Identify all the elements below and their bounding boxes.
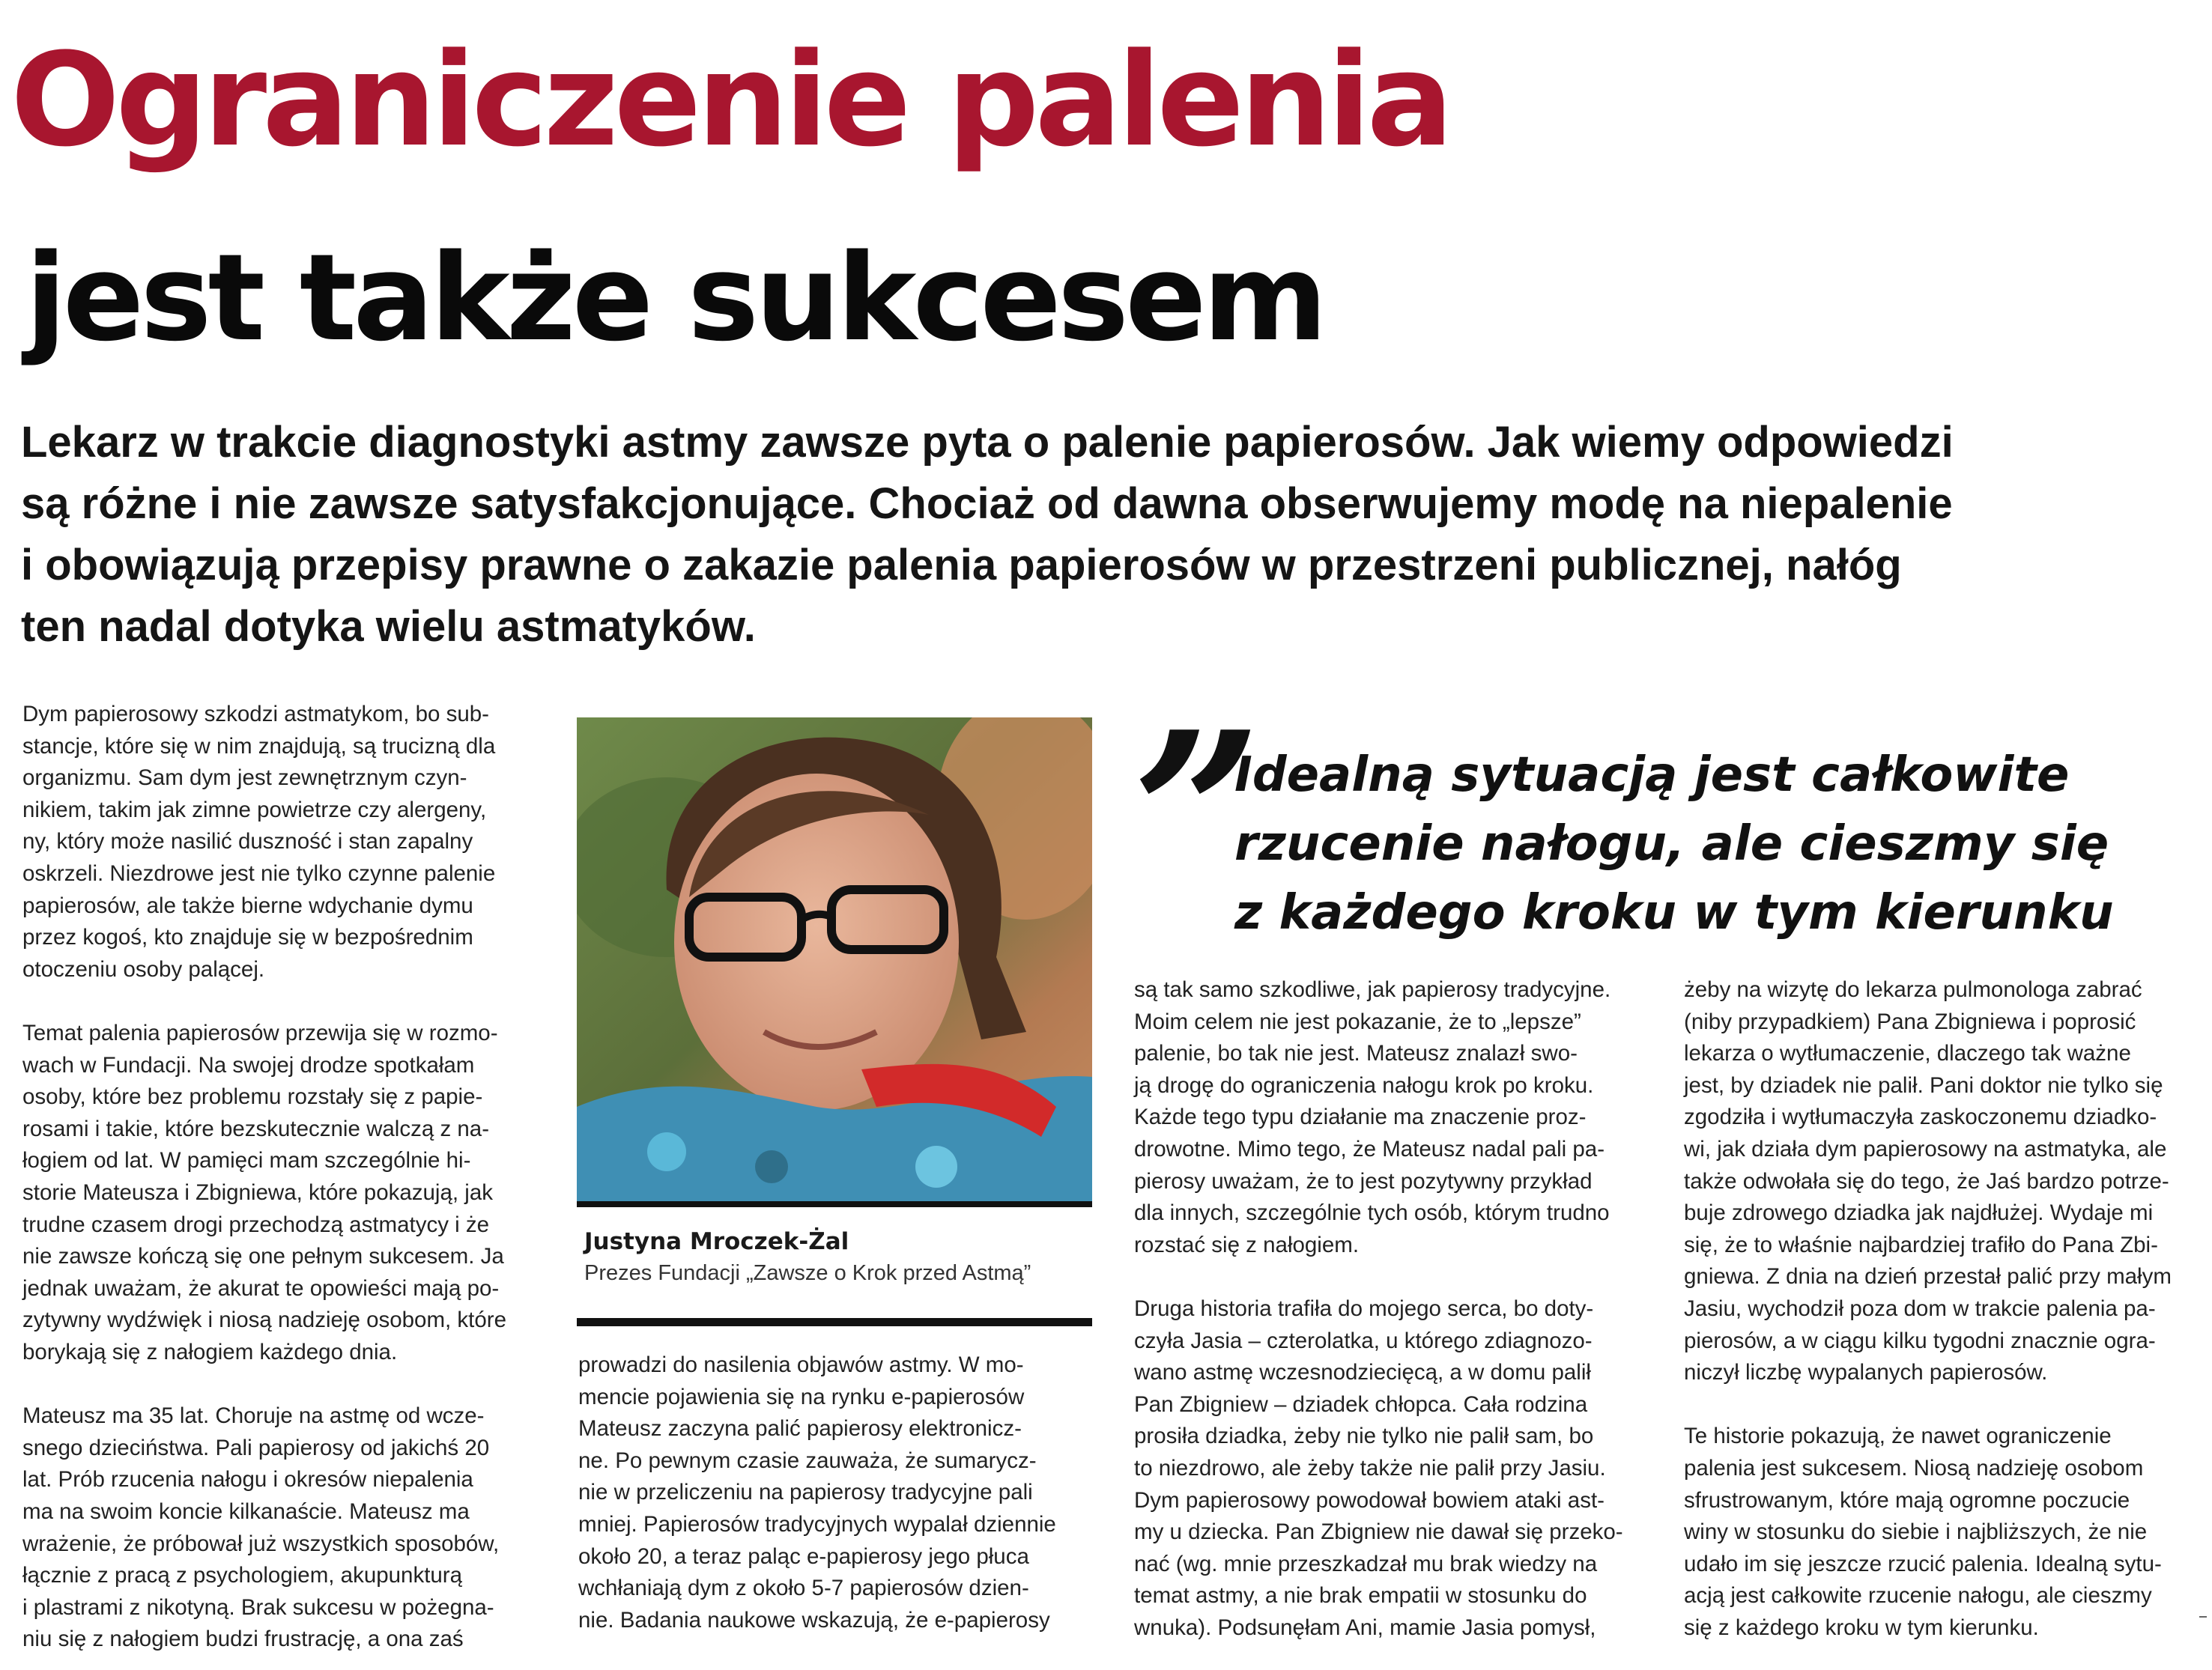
- body-line: łogiem od lat. W pamięci mam szczególnie hi-: [22, 1148, 471, 1173]
- body-line: Każde tego typu działanie ma znaczenie proz-: [1134, 1105, 1587, 1130]
- body-line: niczył liczbę wypalanych papierosów.: [1684, 1360, 2048, 1385]
- lead-line: i obowiązują przepisy prawne o zakazie palenia papierosów w przestrzeni publicznej, nałóg: [21, 541, 1902, 589]
- body-line: rosami i takie, które bezskutecznie walczą z na-: [22, 1116, 490, 1141]
- body-line: przez kogoś, kto znajduje się w bezpośrednim: [22, 925, 473, 950]
- body-line: Temat palenia papierosów przewija się w rozmo-: [22, 1021, 498, 1045]
- body-line: jednak uważam, że akurat te opowieści mają po-: [22, 1275, 500, 1301]
- body-line: wach w Fundacji. Na swojej drodze spotkałam: [22, 1052, 475, 1078]
- body-line: osoby, które bez problemu rozstały się z papie-: [22, 1084, 483, 1110]
- body-line: żeby na wizytę do lekarza pulmonologa zabrać: [1684, 977, 2142, 1002]
- body-line: wnuka). Podsunęłam Ani, mamie Jasia pomysł,: [1134, 1615, 1596, 1640]
- body-line: niu się z nałogiem budzi frustrację, a ona zaś: [22, 1627, 464, 1652]
- headline-line-2: jest także sukcesem: [25, 228, 1324, 368]
- body-line: drowotne. Mimo tego, że Mateusz nadal pali pa-: [1134, 1137, 1605, 1162]
- body-line: Moim celem nie jest pokazanie, że to „lepsze”: [1134, 1009, 1581, 1034]
- pull-quote-line: Idealną sytuacją jest całkowite: [1234, 747, 2070, 803]
- body-line: buje zdrowego dziadka jak najdłużej. Wydaje mi: [1684, 1200, 2154, 1226]
- body-line: wrażenie, że próbował już wszystkich sposobów,: [22, 1531, 500, 1556]
- body-line: organizmu. Sam dym jest zewnętrznym czyn-: [22, 765, 467, 791]
- body-line: nie w przeliczeniu na papierosy tradycyjne pali: [578, 1480, 1033, 1505]
- body-line: pierosów, a w ciągu kilku tygodni znacznie ogra-: [1684, 1328, 2156, 1353]
- body-line: oskrzeli. Niezdrowe jest nie tylko czynne palenie: [22, 861, 496, 886]
- lead-line: ten nadal dotyka wielu astmatyków.: [21, 602, 756, 651]
- body-line: trudne czasem drogi przechodzą astmatycy i że: [22, 1212, 490, 1237]
- body-line: papierosów, ale także bierne wdychanie dymu: [22, 893, 473, 918]
- body-line: sfrustrowanym, które mają ogromne poczucie: [1684, 1487, 2130, 1513]
- body-line: acją jest całkowite rzucenie nałogu, ale cieszmy: [1684, 1583, 2152, 1609]
- body-line: Jasiu, wychodził poza dom w trakcie palenia pa-: [1684, 1296, 2156, 1321]
- caption-role: Prezes Fundacji „Zawsze o Krok przed Astmą”: [584, 1261, 1031, 1285]
- body-line: otoczeniu osoby palącej.: [22, 956, 265, 982]
- body-line: zytywny wydźwięk i niosą nadzieję osobom, które: [22, 1308, 507, 1333]
- body-line: Pan Zbigniew – dziadek chłopca. Cała rodzina: [1134, 1391, 1588, 1417]
- portrait-photo: [577, 717, 1092, 1201]
- caption-name: Justyna Mroczek-Żal: [584, 1228, 849, 1255]
- body-line: palenia jest sukcesem. Niosą nadzieję osobom: [1684, 1456, 2144, 1481]
- body-line: Mateusz zaczyna palić papierosy elektronicz-: [578, 1416, 1022, 1442]
- body-line: się z każdego kroku w tym kierunku.: [1684, 1615, 2039, 1640]
- body-line: dla innych, szczególnie tych osób, którym trudno: [1134, 1200, 1610, 1226]
- body-line: prowadzi do nasilenia objawów astmy. W mo-: [578, 1352, 1024, 1377]
- body-line: nie. Badania naukowe wskazują, że e-papierosy: [578, 1607, 1050, 1633]
- body-line: temat astmy, a nie brak empatii w stosunku do: [1134, 1583, 1587, 1609]
- photo-rule: [577, 1201, 1092, 1207]
- body-line: mniej. Papierosów tradycyjnych wypalał dziennie: [578, 1512, 1056, 1537]
- body-line: palenie, bo tak nie jest. Mateusz znalazł swo-: [1134, 1041, 1578, 1066]
- body-line: snego dzieciństwa. Pali papierosy od jakichś 20: [22, 1435, 490, 1460]
- body-line: nać (wg. mnie przeszkadzał mu brak wiedzy na: [1134, 1551, 1598, 1576]
- body-line: wano astmę wczesnodziecięcą, a w domu palił: [1134, 1360, 1591, 1385]
- body-line: wchłaniają dym z około 5-7 papierosów dzien-: [578, 1576, 1029, 1601]
- body-line: gniewa. Z dnia na dzień przestał palić przy małym: [1684, 1264, 2172, 1290]
- body-line: ny, który może nasilić duszność i stan zapalny: [22, 829, 473, 854]
- body-line: borykają się z nałogiem każdego dnia.: [22, 1340, 398, 1364]
- body-line: prosiła dziadka, żeby nie tylko nie palił sam, bo: [1134, 1424, 1594, 1449]
- caption-bottom-rule: [577, 1318, 1092, 1326]
- body-line: stancje, które się w nim znajdują, są trucizną dla: [22, 733, 496, 759]
- body-line: także odwołała się do tego, że Jaś bardzo potrze-: [1684, 1168, 2169, 1194]
- body-line: czyła Jasia – czterolatka, u którego zdiagnozo-: [1134, 1328, 1593, 1353]
- body-line: to niezdrowo, ale żeby także nie palił przy Jasiu.: [1134, 1456, 1606, 1481]
- body-line: pierosy uważam, że to jest pozytywny przykład: [1134, 1168, 1593, 1194]
- body-line: ma na swoim koncie kilkanaście. Mateusz ma: [22, 1499, 470, 1524]
- body-line: Mateusz ma 35 lat. Choruje na astmę od wcze-: [22, 1403, 485, 1429]
- body-line: zgodziła i wytłumaczyła zaskoczonemu dziadko-: [1684, 1105, 2157, 1130]
- body-line: ją drogę do ograniczenia nałogu krok po kroku.: [1134, 1072, 1594, 1098]
- body-line: rozstać się z nałogiem.: [1134, 1232, 1360, 1257]
- body-line: lat. Prób rzucenia nałogu i okresów niepalenia: [22, 1467, 473, 1493]
- lead-line: Lekarz w trakcie diagnostyki astmy zawsze pyta o palenie papierosów. Jak wiemy odpowiedzi: [21, 418, 1954, 467]
- body-line: lekarza o wytłumaczenie, dlaczego tak ważne: [1684, 1041, 2131, 1066]
- body-line: i plastrami z nikotyną. Brak sukcesu w pożegna-: [22, 1594, 494, 1620]
- body-line: są tak samo szkodliwe, jak papierosy tradycyjne.: [1134, 977, 1611, 1002]
- pull-quote-line: z każdego kroku w tym kierunku: [1234, 885, 2114, 941]
- body-line: Dym papierosowy szkodzi astmatykom, bo sub-: [22, 702, 490, 726]
- body-line: nie zawsze kończą się one pełnym sukcesem. Ja: [22, 1244, 504, 1269]
- headline-line-1: Ograniczenie palenia: [10, 25, 1449, 175]
- quote-mark-icon: ”: [1133, 682, 1262, 947]
- body-line: jest, by dziadek nie palił. Pani doktor nie tylko się: [1684, 1072, 2163, 1098]
- pull-quote-line: rzucenie nałogu, ale cieszmy się: [1234, 816, 2109, 872]
- body-line: storie Mateusza i Zbigniewa, które pokazują, jak: [22, 1180, 493, 1205]
- body-line: Druga historia trafiła do mojego serca, bo doty-: [1134, 1296, 1594, 1321]
- body-line: mencie pojawienia się na rynku e-papierosów: [578, 1384, 1025, 1409]
- body-line: (niby przypadkiem) Pana Zbigniewa i poprosić: [1684, 1009, 2136, 1034]
- margin-mark: [2199, 1616, 2207, 1618]
- body-line: Dym papierosowy powodował bowiem ataki ast-: [1134, 1487, 1605, 1513]
- lead-line: są różne i nie zawsze satysfakcjonujące. Chociaż od dawna obserwujemy modę na niepalenie: [21, 479, 1953, 528]
- body-line: nikiem, takim jak zimne powietrze czy alergeny,: [22, 797, 487, 822]
- body-line: udało im się jeszcze rzucić palenia. Idealną sytu-: [1684, 1551, 2162, 1576]
- body-line: łącznie z pracą z psychologiem, akupunkturą: [22, 1563, 463, 1588]
- body-line: my u dziecka. Pan Zbigniew nie dawał się przeko-: [1134, 1519, 1623, 1545]
- body-line: ne. Po pewnym czasie zauważa, że sumarycz-: [578, 1448, 1037, 1473]
- body-line: wi, jak działa dym papierosowy na astmatyka, ale: [1684, 1137, 2167, 1162]
- body-line: Te historie pokazują, że nawet ograniczenie: [1684, 1424, 2112, 1449]
- body-line: winy w stosunku do siebie i najbliższych, że nie: [1684, 1519, 2148, 1545]
- body-line: około 20, a teraz paląc e-papierosy jego płuca: [578, 1543, 1029, 1569]
- body-line: się, że to właśnie najbardziej trafiło do Pana Zbi-: [1684, 1232, 2158, 1257]
